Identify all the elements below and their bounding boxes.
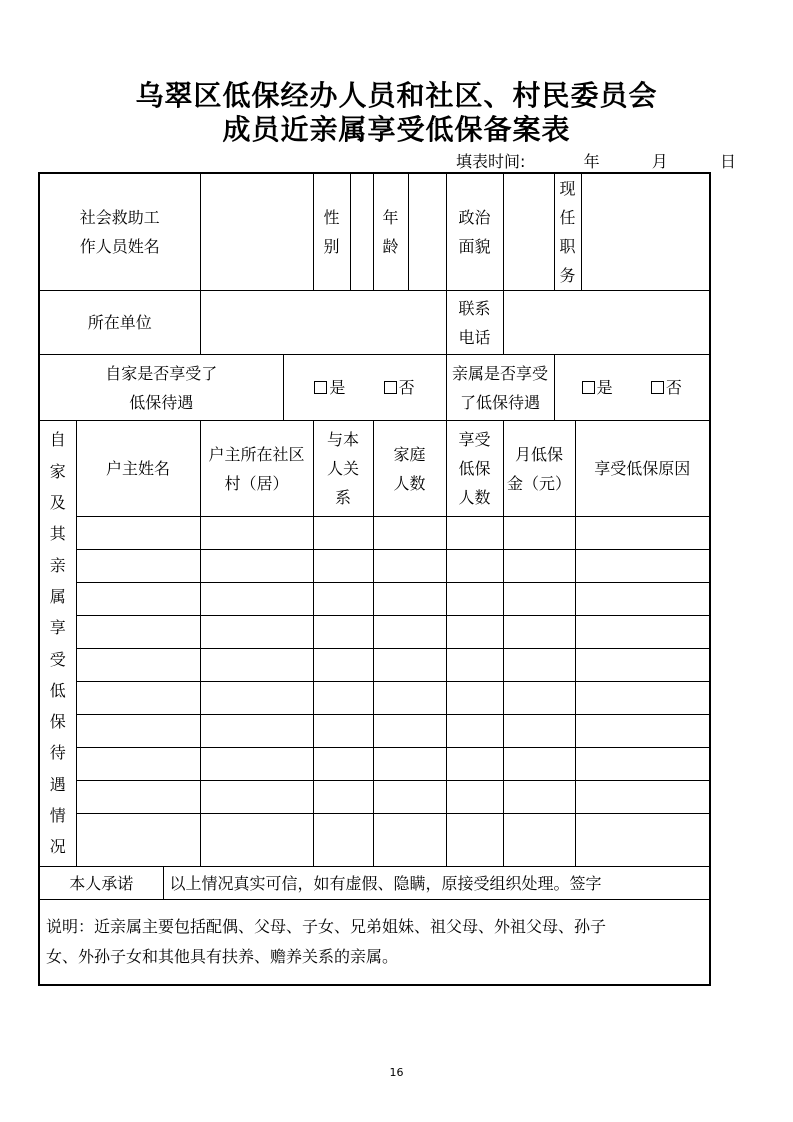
age-field[interactable] bbox=[408, 173, 446, 291]
fill-date bbox=[456, 149, 736, 172]
header-householder-name: 户主姓名 bbox=[76, 421, 200, 517]
header-relation: 与本 人关 系 bbox=[313, 421, 373, 517]
self-subsidy-question: 自家是否享受了 低保待遇 bbox=[39, 355, 283, 421]
table-row bbox=[39, 781, 710, 814]
self-yes-label: 是 bbox=[329, 378, 346, 397]
fill-date-label: 填表时间: bbox=[456, 152, 526, 171]
header-subsidy-persons: 享受 低保 人数 bbox=[446, 421, 503, 517]
self-subsidy-options bbox=[283, 355, 446, 421]
table-row bbox=[39, 517, 710, 550]
table-row bbox=[39, 748, 710, 781]
section-vertical-label: 自 家 及 其 亲 属 享 受 低 保 待 遇 情 况 bbox=[39, 421, 76, 867]
gender-field[interactable] bbox=[350, 173, 373, 291]
header-community: 户主所在社区 村（居） bbox=[200, 421, 313, 517]
phone-label: 联系 电话 bbox=[446, 291, 503, 355]
relatives-subsidy-options bbox=[554, 355, 710, 421]
table-row bbox=[39, 649, 710, 682]
fill-date-year: 年 bbox=[583, 152, 600, 171]
self-no-checkbox[interactable] bbox=[384, 381, 397, 394]
header-reason: 享受低保原因 bbox=[575, 421, 710, 517]
phone-field[interactable] bbox=[503, 291, 710, 355]
unit-field[interactable] bbox=[200, 291, 446, 355]
staff-name-label: 社会救助工 作人员姓名 bbox=[39, 173, 200, 291]
fill-date-day: 日 bbox=[720, 152, 737, 171]
note-text: 说明：近亲属主要包括配偶、父母、子女、兄弟姐妹、祖父母、外祖父母、孙子 女、外孙子女和其他具有扶养、赡养关系的亲属。 bbox=[39, 900, 710, 985]
table-row bbox=[39, 814, 710, 867]
position-field[interactable] bbox=[581, 173, 710, 291]
relatives-no-checkbox[interactable] bbox=[651, 381, 664, 394]
form-title-line-2: 成员近亲属享受低保备案表 bbox=[222, 113, 571, 146]
relatives-no-label: 否 bbox=[665, 378, 682, 397]
record-form-table bbox=[38, 172, 711, 986]
table-row bbox=[39, 583, 710, 616]
political-status-label: 政治 面貌 bbox=[446, 173, 503, 291]
promise-label: 本人承诺 bbox=[39, 867, 163, 900]
table-row bbox=[39, 550, 710, 583]
relatives-yes-label: 是 bbox=[596, 378, 613, 397]
relatives-yes-checkbox[interactable] bbox=[582, 381, 595, 394]
header-family-size: 家庭 人数 bbox=[373, 421, 446, 517]
table-row bbox=[39, 616, 710, 649]
table-row bbox=[39, 715, 710, 748]
page-number: 16 bbox=[389, 1066, 404, 1079]
position-label: 现任 职务 bbox=[554, 173, 581, 291]
relatives-subsidy-question: 亲属是否享受 了低保待遇 bbox=[446, 355, 554, 421]
political-status-field[interactable] bbox=[503, 173, 554, 291]
unit-label: 所在单位 bbox=[39, 291, 200, 355]
fill-date-month: 月 bbox=[651, 152, 668, 171]
age-label: 年 龄 bbox=[373, 173, 408, 291]
promise-text: 以上情况真实可信，如有虚假、隐瞒，原接受组织处理。签字 bbox=[163, 867, 710, 900]
self-no-label: 否 bbox=[398, 378, 415, 397]
header-monthly-amount: 月低保 金（元） bbox=[503, 421, 575, 517]
self-yes-checkbox[interactable] bbox=[314, 381, 327, 394]
staff-name-field[interactable] bbox=[200, 173, 313, 291]
gender-label: 性 别 bbox=[313, 173, 350, 291]
form-title-line-1: 乌翠区低保经办人员和社区、村民委员会 bbox=[135, 79, 658, 112]
table-row bbox=[39, 682, 710, 715]
